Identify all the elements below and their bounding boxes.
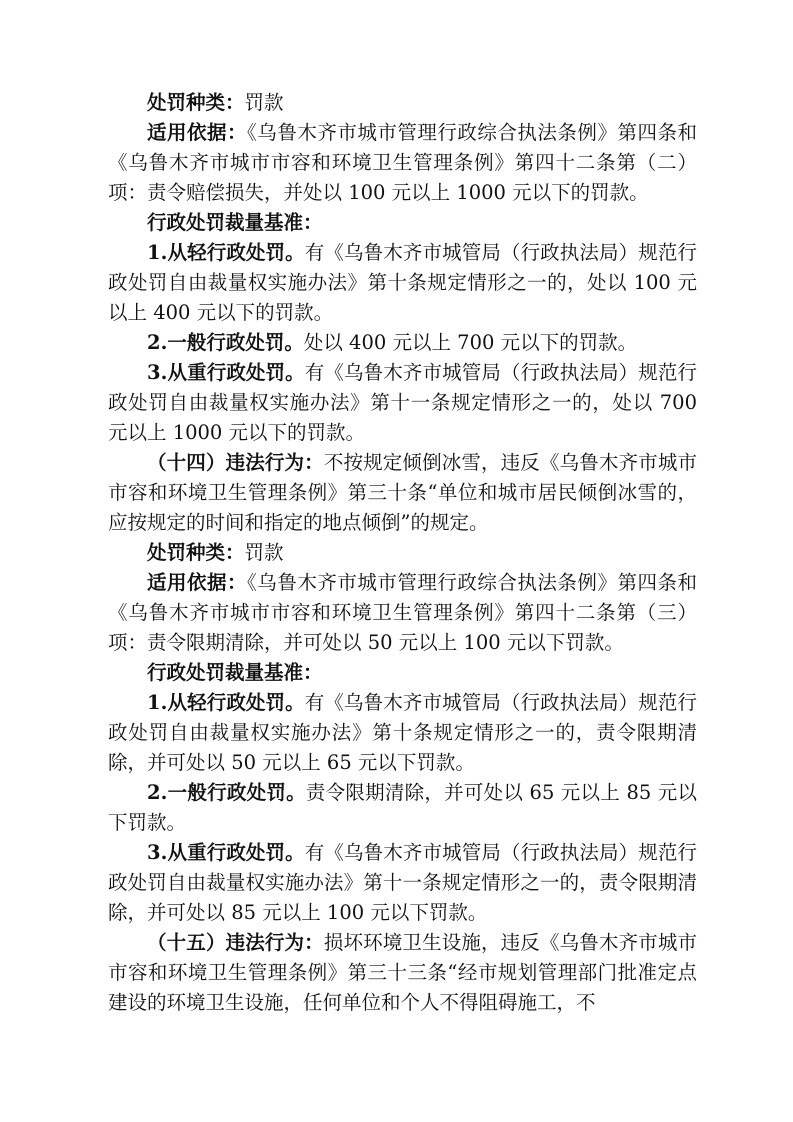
paragraph-discretion-heading-2 (108, 658, 697, 688)
paragraph-penalty-type-2 (108, 538, 697, 568)
discretion-heading: 行政处罚裁量基准： (147, 661, 323, 684)
lenient-penalty-label: 1.从轻行政处罚。 (147, 241, 305, 264)
discretion-heading: 行政处罚裁量基准： (147, 211, 323, 234)
general-penalty-label: 2.一般行政处罚。 (147, 331, 304, 354)
severe-penalty-label: 3.从重行政处罚。 (147, 361, 305, 384)
general-penalty-label: 2.一般行政处罚。 (147, 781, 306, 804)
violation-14-text: 不按规定倾倒冰雪，违反《乌鲁木齐市城市市容和环境卫生管理条例》第三十条“单位和城市居民倾倒冰雪的，应按规定的时间和指定的地点倾倒”的规定。 (108, 451, 697, 534)
paragraph-lenient-penalty-1 (108, 238, 697, 328)
lenient-penalty-label: 1.从轻行政处罚。 (147, 691, 305, 714)
violation-14-label: （十四）违法行为： (147, 451, 324, 474)
paragraph-severe-penalty-2 (108, 838, 697, 928)
legal-basis-label: 适用依据： (147, 121, 248, 144)
paragraph-legal-basis-2 (108, 568, 697, 658)
violation-15-label: （十五）违法行为： (147, 931, 324, 954)
paragraph-violation-14 (108, 448, 697, 538)
paragraph-severe-penalty-1 (108, 358, 697, 448)
penalty-type-value: 罚款 (244, 541, 284, 564)
severe-penalty-label: 3.从重行政处罚。 (147, 841, 305, 864)
paragraph-discretion-heading-1 (108, 208, 697, 238)
violation-15-text: 损坏环境卫生设施，违反《乌鲁木齐市城市市容和环境卫生管理条例》第三十三条“经市规划管理部门批准定点建设的环境卫生设施，任何单位和个人不得阻碍施工，不 (108, 931, 697, 1014)
penalty-type-value: 罚款 (244, 91, 284, 114)
penalty-type-label: 处罚种类： (147, 91, 245, 114)
general-penalty-text: 责令限期清除，并可处以 65 元以上 85 元以下罚款。 (108, 781, 698, 834)
legal-basis-text: 《乌鲁木齐市城市管理行政综合执法条例》第四条和《乌鲁木齐市城市市容和环境卫生管理条例》第四十二条第（二）项：责令赔偿损失，并处以 100 元以上 1000 元以下的罚款。 (108, 121, 697, 204)
paragraph-lenient-penalty-2 (108, 688, 697, 778)
paragraph-violation-15 (108, 928, 697, 1018)
paragraph-general-penalty-2 (108, 778, 697, 838)
legal-basis-text: 《乌鲁木齐市城市管理行政综合执法条例》第四条和《乌鲁木齐市城市市容和环境卫生管理条例》第四十二条第（三）项：责令限期清除，并可处以 50 元以上 100 元以下罚款。 (108, 571, 697, 654)
paragraph-legal-basis-1 (108, 118, 697, 208)
legal-basis-label: 适用依据： (147, 571, 248, 594)
general-penalty-text: 处以 400 元以上 700 元以下的罚款。 (303, 331, 638, 354)
lenient-penalty-text: 有《乌鲁木齐市城管局（行政执法局）规范行政处罚自由裁量权实施办法》第十条规定情形之一的，处以 100 元以上 400 元以下的罚款。 (108, 241, 697, 324)
lenient-penalty-text: 有《乌鲁木齐市城管局（行政执法局）规范行政处罚自由裁量权实施办法》第十条规定情形之一的，责令限期清除，并可处以 50 元以上 65 元以下罚款。 (108, 691, 697, 774)
paragraph-penalty-type-1 (108, 88, 697, 118)
penalty-type-label: 处罚种类： (147, 541, 245, 564)
paragraph-general-penalty-1 (108, 328, 697, 358)
severe-penalty-text: 有《乌鲁木齐市城管局（行政执法局）规范行政处罚自由裁量权实施办法》第十一条规定情形之一的，处以 700 元以上 1000 元以下的罚款。 (108, 361, 697, 444)
severe-penalty-text: 有《乌鲁木齐市城管局（行政执法局）规范行政处罚自由裁量权实施办法》第十一条规定情形之一的，责令限期清除，并可处以 85 元以上 100 元以下罚款。 (108, 841, 697, 924)
